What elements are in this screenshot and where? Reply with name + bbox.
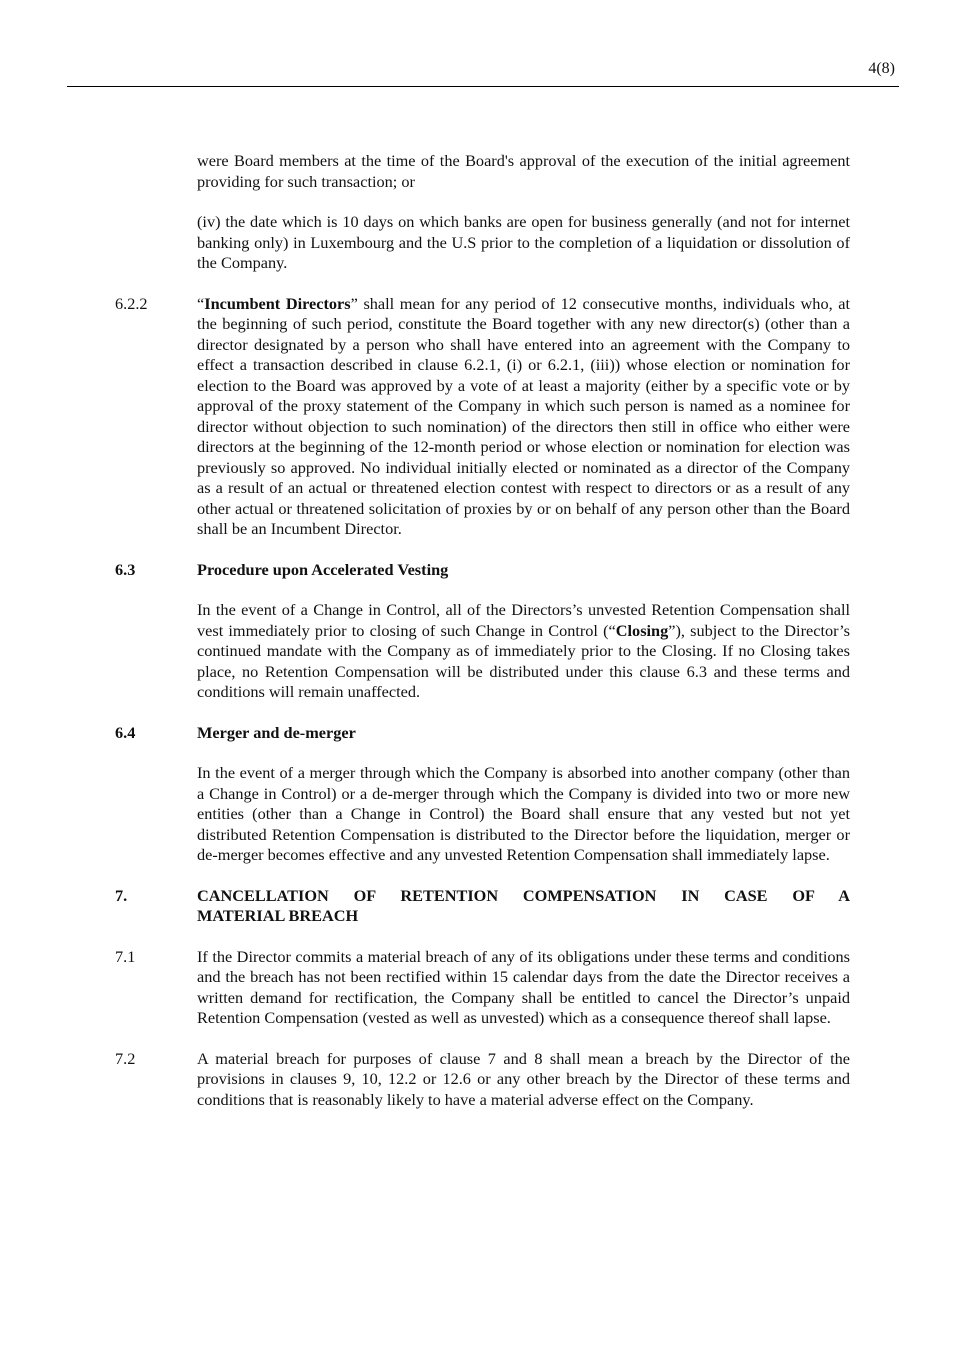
page-number: 4(8) <box>868 60 895 77</box>
clause-7-1 <box>0 947 965 1029</box>
paragraph-iv <box>0 212 965 274</box>
clause-body: ” shall mean for any period of 12 consecutive months, individuals who, at the beginning of such period, constitute the Board together with any new director(s) (other than a director designated by a person who shall have entered into an agreement with the Company to effect a transaction described in clause 6.2.1, (i) or 6.2.1, (iii)) whose election or nomination for election to the Board was approved by a vote of at least a majority (either by a specific vote or by approval of the proxy statement of the Company in which such person is named as a nominee for director without objection to such nomination) of the directors then still in office who either were directors at the beginning of the 12-month period or whose election or nomination for election was previously so approved. No individual initially elected or nominated as a director of the Company as a result of an actual or threatened election contest with respect to directors or as a result of any other actual or threatened solicitation of proxies by or on behalf of any person other than the Board shall be an Incumbent Director. <box>197 293 851 538</box>
defined-term: Incumbent Directors <box>204 293 351 313</box>
clause-6-3-body <box>0 600 965 703</box>
section-heading-line-1: CANCELLATION OF RETENTION COMPENSATION IN CASE OF A <box>197 885 850 905</box>
paragraph-text: were Board members at the time of the Board's approval of the execution of the initial agreement providing for such transaction; or <box>197 151 850 191</box>
clause-text: If the Director commits a material breach of any of its obligations under these terms and conditions and the breach has not been rectified within 15 calendar days from the date the Director receives a written demand for rectification, the Company shall be entitled to cancel the Director’s unpaid Retention Compensation (vested as well as unvested) which as a consequence thereof shall lapse. <box>197 946 850 1027</box>
clause-6-4-heading <box>0 723 965 744</box>
clause-7-2 <box>0 1049 965 1111</box>
clause-number: 6.3 <box>115 559 136 579</box>
clause-number: 7.1 <box>115 946 136 966</box>
section-number: 7. <box>115 885 128 905</box>
clause-heading: Procedure upon Accelerated Vesting <box>197 559 449 579</box>
section-heading-line-2: MATERIAL BREACH <box>197 906 359 925</box>
paragraph-iii-continuation <box>0 151 965 192</box>
clause-heading: Merger and de-merger <box>197 722 356 742</box>
clause-body-b: ”), subject to the Director’s continued mandate with the Company as of immediately prior to the Closing. If no Closing takes place, no Retention Compensation will be distributed under this clause 6.3 and these terms and conditions will remain unaffected. <box>197 620 850 701</box>
clause-text: In the event of a merger through which the Company is absorbed into another company (other than a Change in Control) or a de-merger through which the Company is divided into two or more new entities (other than a Change in Control) the Board shall ensure that any vested but not yet distributed Retention Compensation is distributed to the Director before the liquidation, merger or de-merger becomes effective and any unvested Retention Compensation shall immediately lapse. <box>197 763 850 864</box>
clause-text <box>197 294 850 540</box>
clause-6-2-2 <box>0 294 965 540</box>
clause-text <box>197 600 850 703</box>
defined-term: Closing <box>615 620 669 640</box>
header-rule <box>67 86 899 87</box>
clause-number: 6.4 <box>115 722 136 742</box>
document-body <box>0 151 965 1110</box>
open-quote: “ <box>197 293 205 313</box>
clause-number: 6.2.2 <box>115 293 148 313</box>
clause-body-a: In the event of a Change in Control, all of the Directors’s unvested Retention Compensation shall vest immediately prior to closing of such Change in Control (“ <box>197 600 850 640</box>
clause-6-3-heading <box>0 560 965 581</box>
paragraph-text: (iv) the date which is 10 days on which banks are open for business generally (and not for internet banking only) in Luxembourg and the U.S prior to the completion of a liquidation or dissolution of the Company. <box>197 212 850 272</box>
clause-number: 7.2 <box>115 1048 136 1068</box>
clause-text: A material breach for purposes of clause 7 and 8 shall mean a breach by the Director of the provisions in clauses 9, 10, 12.2 or 12.6 or any other breach by the Director of these terms and conditions that is reasonably likely to have a material adverse effect on the Company. <box>197 1048 850 1109</box>
clause-6-4-body <box>0 763 965 866</box>
section-7-heading <box>0 886 965 927</box>
